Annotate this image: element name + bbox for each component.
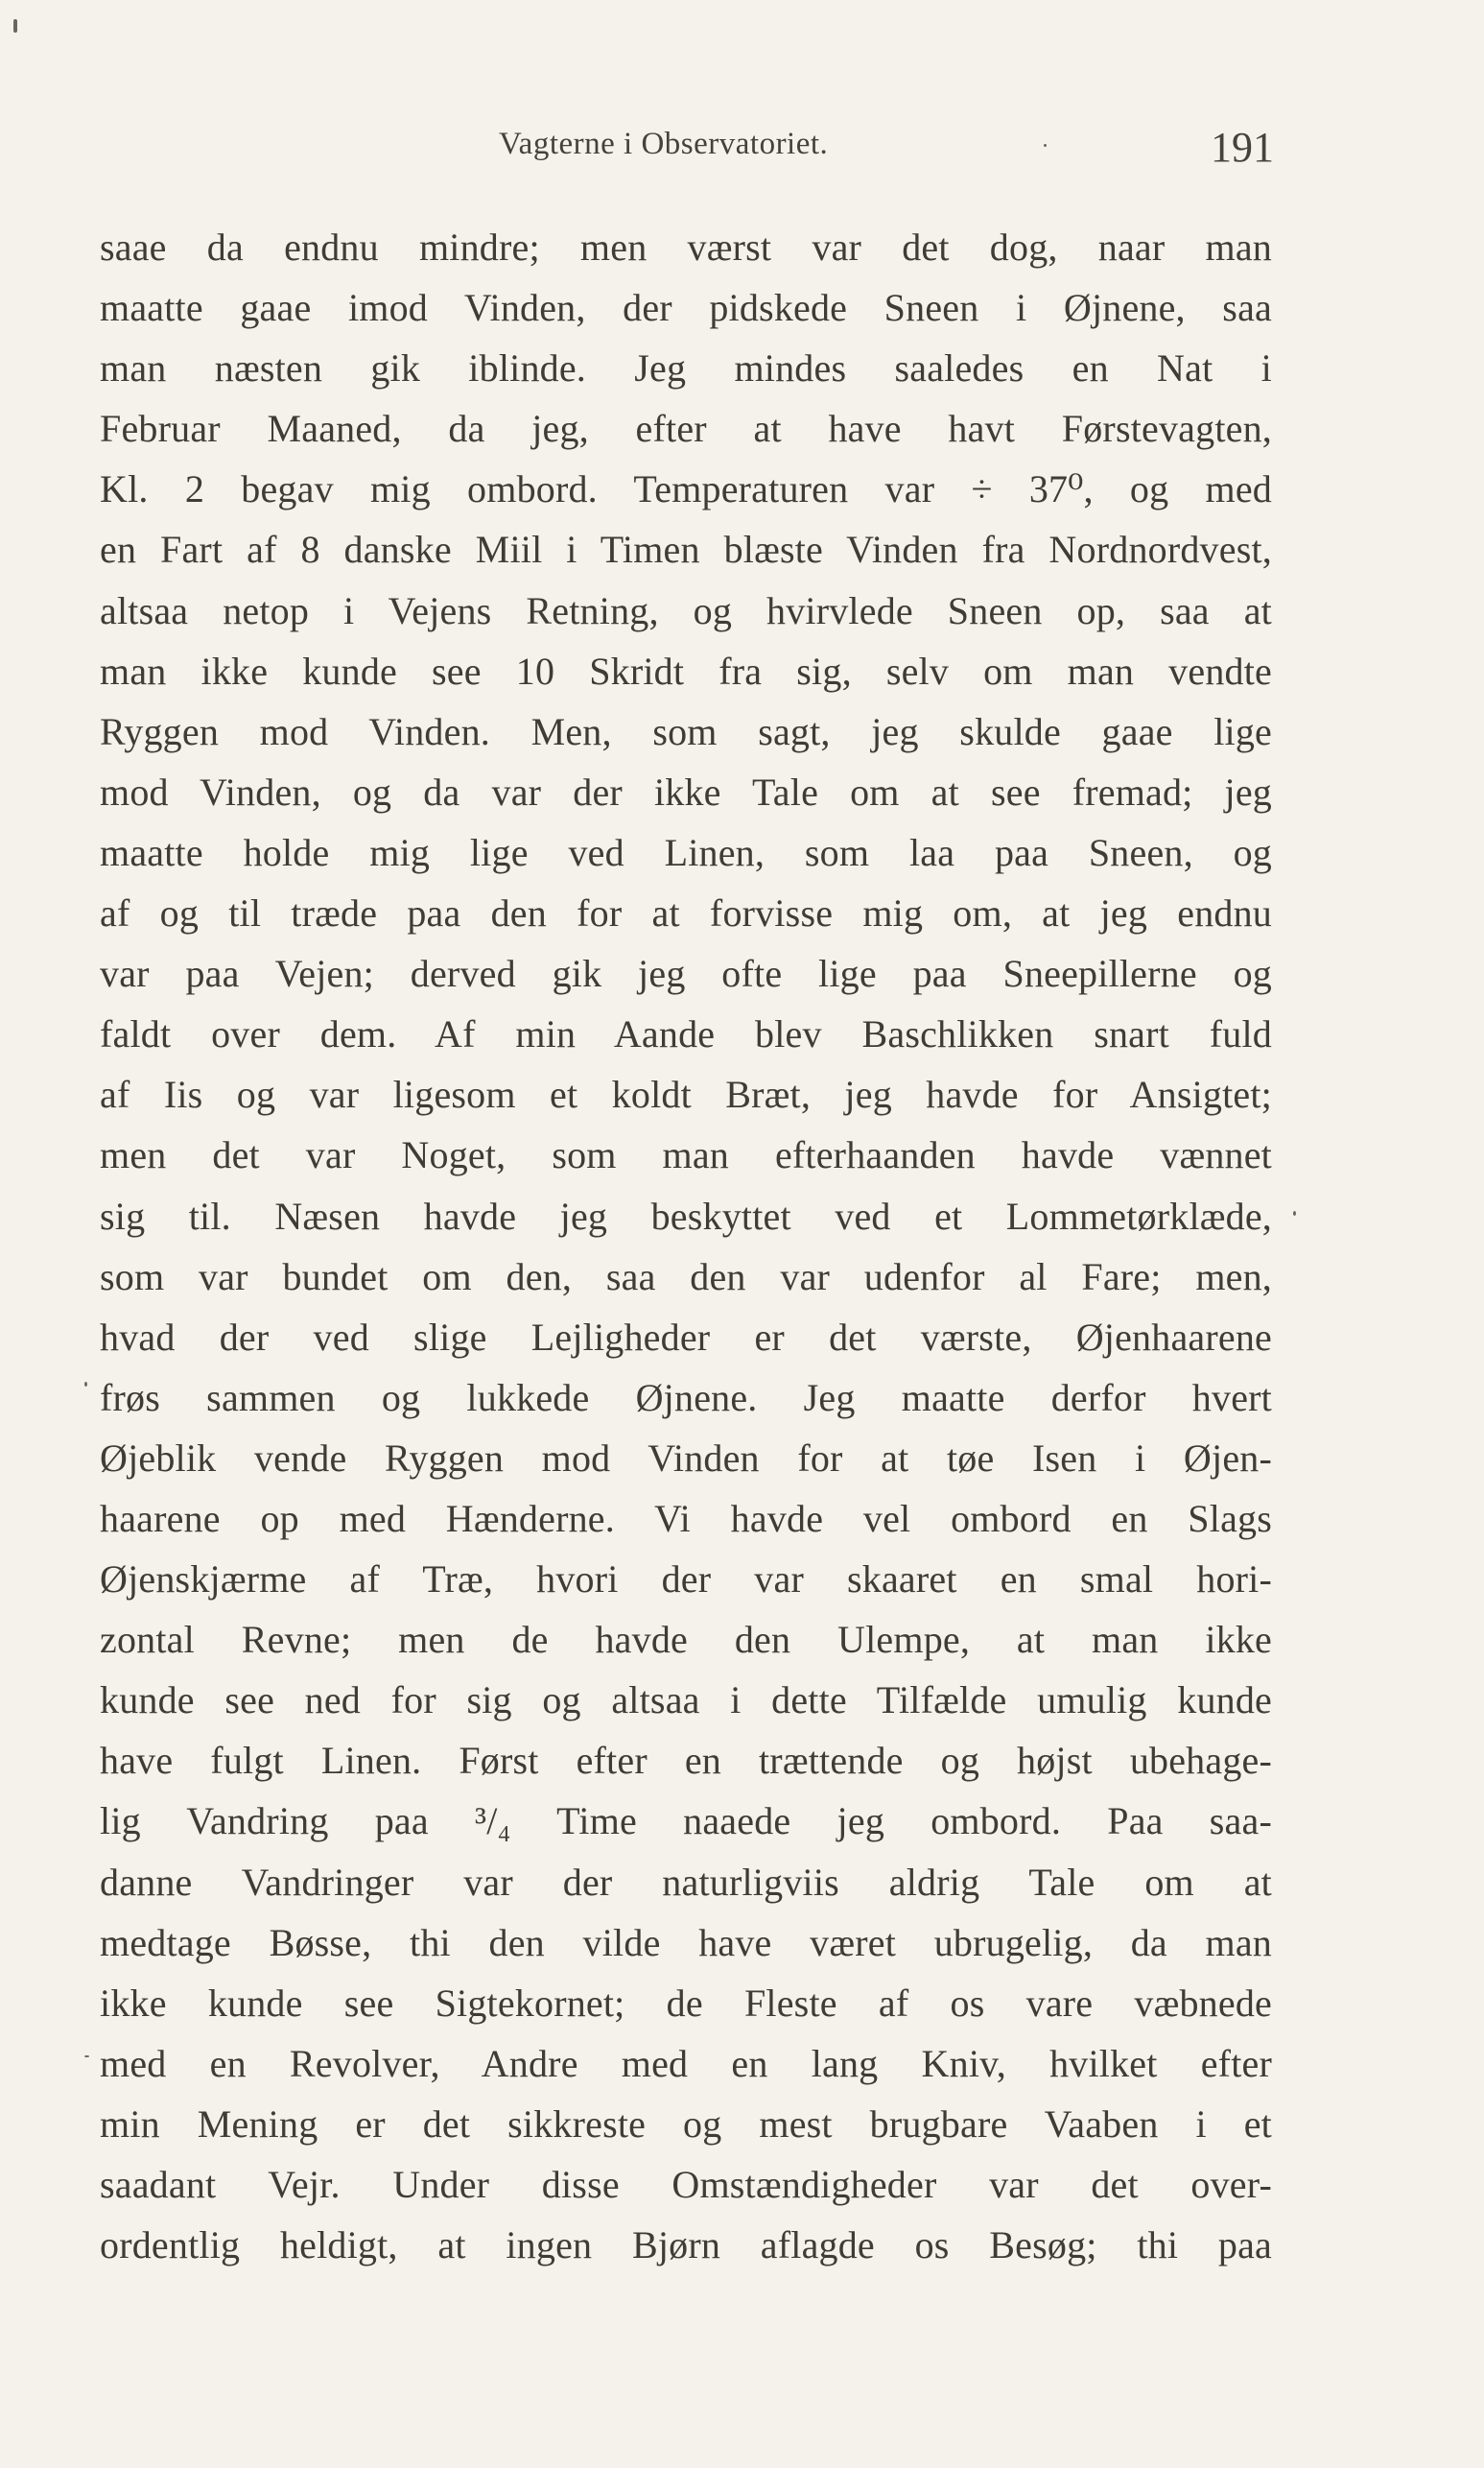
print-speck bbox=[1293, 1211, 1296, 1216]
text-line: saae da endnu mindre; men værst var det dog, naar man bbox=[100, 225, 1272, 269]
text-line: man ikke kunde see 10 Skridt fra sig, selv om man vendte bbox=[100, 649, 1272, 693]
text-line: Ryggen mod Vinden. Men, som sagt, jeg skulde gaae lige bbox=[100, 709, 1272, 753]
text-line: men det var Noget, som man efterhaanden havde vænnet bbox=[100, 1133, 1272, 1177]
text-line: faldt over dem. Af min Aande blev Baschlikken snart fuld bbox=[100, 1012, 1272, 1056]
text-line: af Iis og var ligesom et koldt Bræt, jeg havde for Ansigtet; bbox=[100, 1073, 1272, 1117]
body-text bbox=[100, 217, 1272, 2275]
text-line: Øjeblik vende Ryggen mod Vinden for at tøe Isen i Øjen- bbox=[100, 1436, 1272, 1480]
text-line: maatte gaae imod Vinden, der pidskede Sneen i Øjnene, saa bbox=[100, 286, 1272, 330]
text-line: medtage Bøsse, thi den vilde have været ubrugelig, da man bbox=[100, 1920, 1272, 1964]
text-line: mod Vinden, og da var der ikke Tale om at see fremad; jeg bbox=[100, 770, 1272, 814]
text-line: saadant Vejr. Under disse Omstændigheder var det over- bbox=[100, 2163, 1272, 2206]
text-line: ordentlig heldigt, at ingen Bjørn aflagde os Besøg; thi paa bbox=[100, 2223, 1272, 2267]
running-title: Vagterne i Observatoriet. bbox=[499, 127, 829, 161]
text-line: Øjenskjærme af Træ, hvori der var skaaret en smal hori- bbox=[100, 1557, 1272, 1602]
text-line: have fulgt Linen. Først efter en trættende og højst ubehage- bbox=[100, 1739, 1272, 1783]
text-line: frøs sammen og lukkede Øjnene. Jeg maatte derfor hvert bbox=[100, 1375, 1272, 1419]
text-line: Kl. 2 begav mig ombord. Temperaturen var ÷ 37⁰, og med bbox=[100, 467, 1272, 511]
text-line: altsaa netop i Vejens Retning, og hvirvlede Sneen op, saa at bbox=[100, 588, 1272, 632]
print-speck bbox=[84, 1382, 87, 1387]
text-line: Februar Maaned, da jeg, efter at have havt Førstevagten, bbox=[100, 407, 1272, 451]
page-number: 191 bbox=[1211, 124, 1274, 171]
text-line: hvad der ved slige Lejligheder er det værste, Øjenhaarene bbox=[100, 1315, 1272, 1359]
page-header bbox=[0, 123, 1484, 180]
text-line: en Fart af 8 danske Miil i Timen blæste Vinden fra Nordnordvest, bbox=[100, 528, 1272, 572]
text-line: zontal Revne; men de havde den Ulempe, at man ikke bbox=[100, 1618, 1272, 1662]
text-line: man næsten gik iblinde. Jeg mindes saaledes en Nat i bbox=[100, 346, 1272, 391]
text-line: som var bundet om den, saa den var udenfor al Fare; men, bbox=[100, 1254, 1272, 1298]
text-line: sig til. Næsen havde jeg beskyttet ved et Lommetørklæde, bbox=[100, 1194, 1272, 1238]
text-line: af og til træde paa den for at forvisse mig om, at jeg endnu bbox=[100, 891, 1272, 936]
print-speck bbox=[13, 19, 17, 33]
text-line: var paa Vejen; derved gik jeg ofte lige paa Sneepillerne og bbox=[100, 952, 1272, 996]
text-line: lig Vandring paa ³/₄ Time naaede jeg ombord. Paa saa- bbox=[100, 1799, 1272, 1843]
text-line: med en Revolver, Andre med en lang Kniv, hvilket efter bbox=[100, 2041, 1272, 2085]
print-speck bbox=[84, 2055, 89, 2057]
text-line: kunde see ned for sig og altsaa i dette Tilfælde umulig kunde bbox=[100, 1678, 1272, 1722]
text-line: maatte holde mig lige ved Linen, som laa paa Sneen, og bbox=[100, 830, 1272, 874]
text-line: danne Vandringer var der naturligviis aldrig Tale om at bbox=[100, 1860, 1272, 1904]
text-line: ikke kunde see Sigtekornet; de Fleste af os vare væbnede bbox=[100, 1981, 1272, 2025]
text-line: min Mening er det sikkreste og mest brugbare Vaaben i et bbox=[100, 2101, 1272, 2146]
text-line: haarene op med Hænderne. Vi havde vel ombord en Slags bbox=[100, 1496, 1272, 1540]
